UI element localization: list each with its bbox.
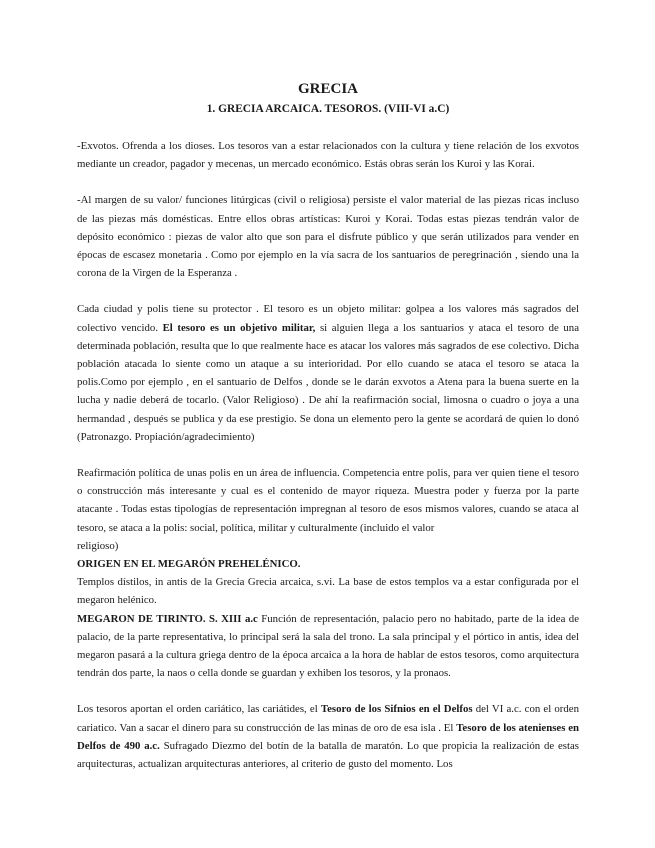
text-run: del VI a.c. con el orden cariatico. Van a sacar el dinero para su construcción de las minas de oro de esa isla . El <box>77 703 579 734</box>
paragraph-reafirmacion: Reafirmación política de unas polis en un área de influencia. Competencia entre polis, para ver quien tiene el tesoro o construcción más interesante y cual es el contenido de mayor riqueza. Muestra poder y fuerza por la parte atacante . Todas estas tipologías de representación impregnan al tesoro de esos mismos valores, cuando se ataca al tesoro, se ataca a la polis: social, política, militar y culturalmente (incluido el valor <box>77 467 579 534</box>
heading-origen-megaron: ORIGEN EN EL MEGARÓN PREHELÉNICO. <box>77 558 301 571</box>
paragraph-valor-material: -Al margen de su valor/ funciones litúrgicas (civil o religiosa) persiste el valor material de las piezas ricas incluso de las piezas más domésticas. Entre ellos obras artísticas: Kuroi y Korai. Todas estas piezas tendrán valor de depósito económico : piezas de valor alto que son para el disfrute público y que serán utilizados para vender en épocas de escasez monetaria . Como por ejemplo en la vía sacra de los santuarios de peregrinación , siendo una la corona de la Virgen de la Esperanza . <box>77 194 579 280</box>
paragraph-tesoros-orden <box>77 700 579 773</box>
paragraph-reafirmacion-tail: religioso) <box>77 539 119 552</box>
bold-phrase: Tesoro de los Sifnios en el Delfos <box>320 703 473 716</box>
page-title: GRECIA <box>297 81 358 97</box>
text-run: si alguien llega a los santuarios y ataca el tesoro de una determinada población, resulta que lo que realmente hace es atacar los valores más sagrados de ese colectivo. Dicha población atacada lo siente como un ataque a su interioridad. Por ello cuando se ataca el tesoro se ataca la polis.Como por ejemplo , en el santuario de Delfos , donde se le darán exvotos a Atena para la buena suerte en la lucha y nadie deberá de tocarlo. (Valor Religioso) . De ahí la reafirmación social, limosna o cuadro o joya a una hermandad , después se publica y da ese prestigio. Se dona un elemento pero la gente se acordará de quien lo donó (Patronazgo. Propiación/agradecimiento) <box>77 321 579 443</box>
text-run: Función de representación, palacio pero no habitado, parte de la idea de palacio, de la parte representativa, lo principal será la sala del trono. La sala principal y el pórtico in antis, idea del megaron pasará a la cultura griega dentro de la época arcaica a la hora de hablar de estos tesoros, como arquitectura tendrán dos parte, la naos o cella donde se guardan y exhiben los tesoros, y la pronaos. <box>77 612 579 680</box>
text-run: Los tesoros aportan el orden cariático, las cariátides, el <box>77 703 321 716</box>
bold-phrase: MEGARON DE TIRINTO. S. XIII a.c <box>77 612 258 625</box>
bold-phrase: El tesoro es un objetivo militar, <box>162 321 316 334</box>
text-run: Sufragado Diezmo del botín de la batalla de maratón. Lo que propicia la realización de estas arquitecturas, actualizan arquitecturas anteriores, al criterio de gusto del momento. Los <box>77 739 579 771</box>
paragraph-templos: Templos dístilos, in antis de la Grecia Grecia arcaica, s.vi. La base de estos templos va a estar configurada por el megaron helénico. <box>77 576 579 607</box>
paragraph-exvotos: -Exvotos. Ofrenda a los dioses. Los tesoros van a estar relacionados con la cultura y tiene relación de los exvotos mediante un creador, pagador y mecenas, un mercado económico. Estás obras serán los Kuroi y las Korai. <box>77 140 579 171</box>
paragraph-protector <box>77 300 579 446</box>
section-subtitle: 1. GRECIA ARCAICA. TESOROS. (VIII-VI a.C) <box>206 103 450 115</box>
text-run: Cada ciudad y polis tiene su protector . El tesoro es un objeto militar: golpea a los valores más sagrados del colectivo vencido. <box>77 303 579 334</box>
paragraph-megaron-tirinto <box>77 610 579 683</box>
bold-phrase: Tesoro de los atenienses en Delfos de 490 a.c. <box>77 721 580 752</box>
